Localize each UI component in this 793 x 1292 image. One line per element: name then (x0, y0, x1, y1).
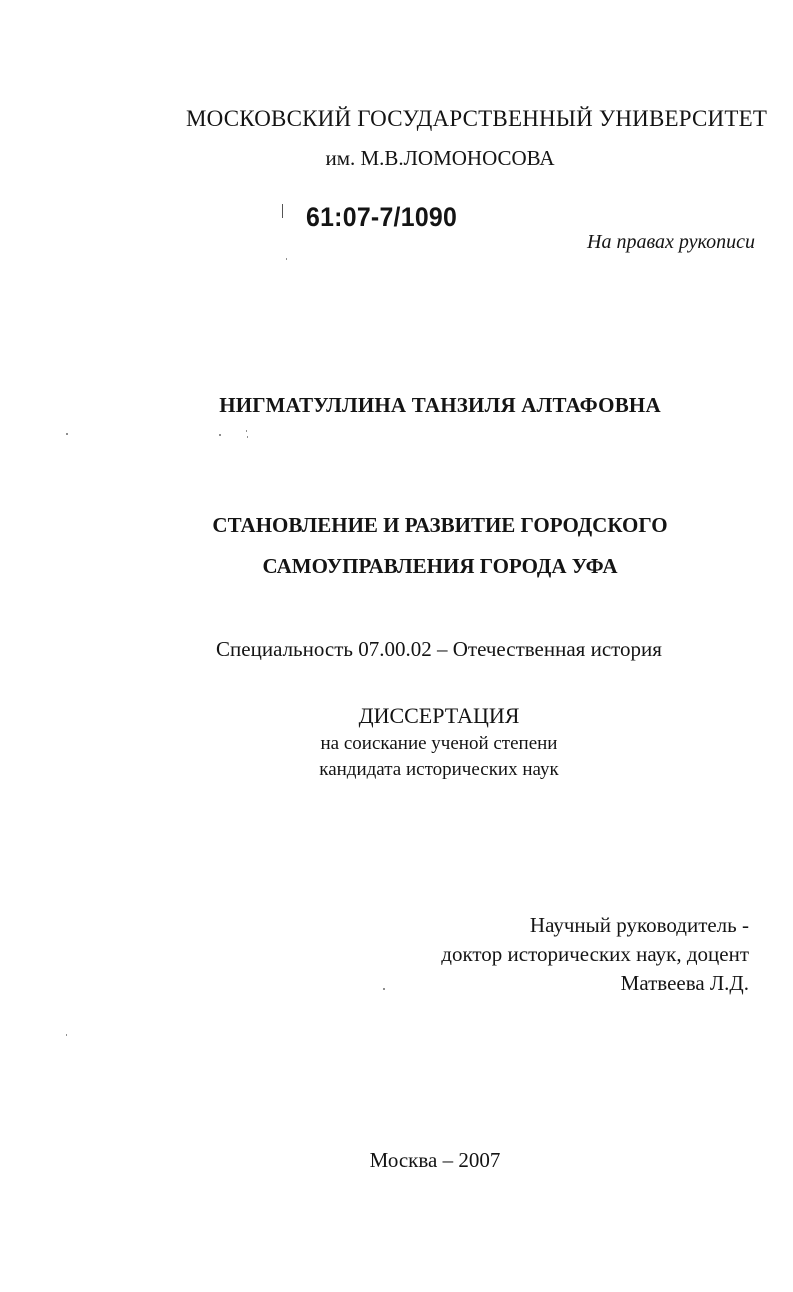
dissertation-title-line-2: САМОУПРАВЛЕНИЯ ГОРОДА УФА (262, 554, 618, 578)
scan-speck (219, 434, 221, 436)
supervisor-role: Научный руководитель - (529, 913, 749, 937)
specialty: Специальность 07.00.02 – Отечественная история (216, 637, 662, 661)
catalog-number-stamp: 61:07-7/1090 (306, 202, 458, 232)
author-name: НИГМАТУЛЛИНА ТАНЗИЛЯ АЛТАФОВНА (219, 393, 661, 417)
dissertation-heading: ДИССЕРТАЦИЯ (358, 703, 520, 728)
manuscript-note: На правах рукописи (587, 231, 755, 253)
scan-mark (282, 204, 283, 218)
degree-purpose: на соискание ученой степени (320, 733, 558, 754)
dissertation-title-line-1: СТАНОВЛЕНИЕ И РАЗВИТИЕ ГОРОДСКОГО (212, 513, 668, 537)
city-year: Москва – 2007 (369, 1148, 501, 1172)
university-name: МОСКОВСКИЙ ГОСУДАРСТВЕННЫЙ УНИВЕРСИТЕТ (186, 106, 768, 131)
degree-name: кандидата исторических наук (319, 759, 559, 780)
named-after: им. М.В.ЛОМОНОСОВА (325, 146, 555, 170)
supervisor-name: Матвеева Л.Д. (620, 971, 749, 995)
scan-speck (66, 1034, 67, 1036)
scan-speck (286, 258, 287, 260)
scan-speck (246, 430, 247, 432)
scan-speck (247, 436, 248, 438)
scan-speck (66, 433, 68, 435)
scan-speck (383, 988, 385, 990)
supervisor-degree: доктор исторических наук, доцент (441, 942, 749, 966)
